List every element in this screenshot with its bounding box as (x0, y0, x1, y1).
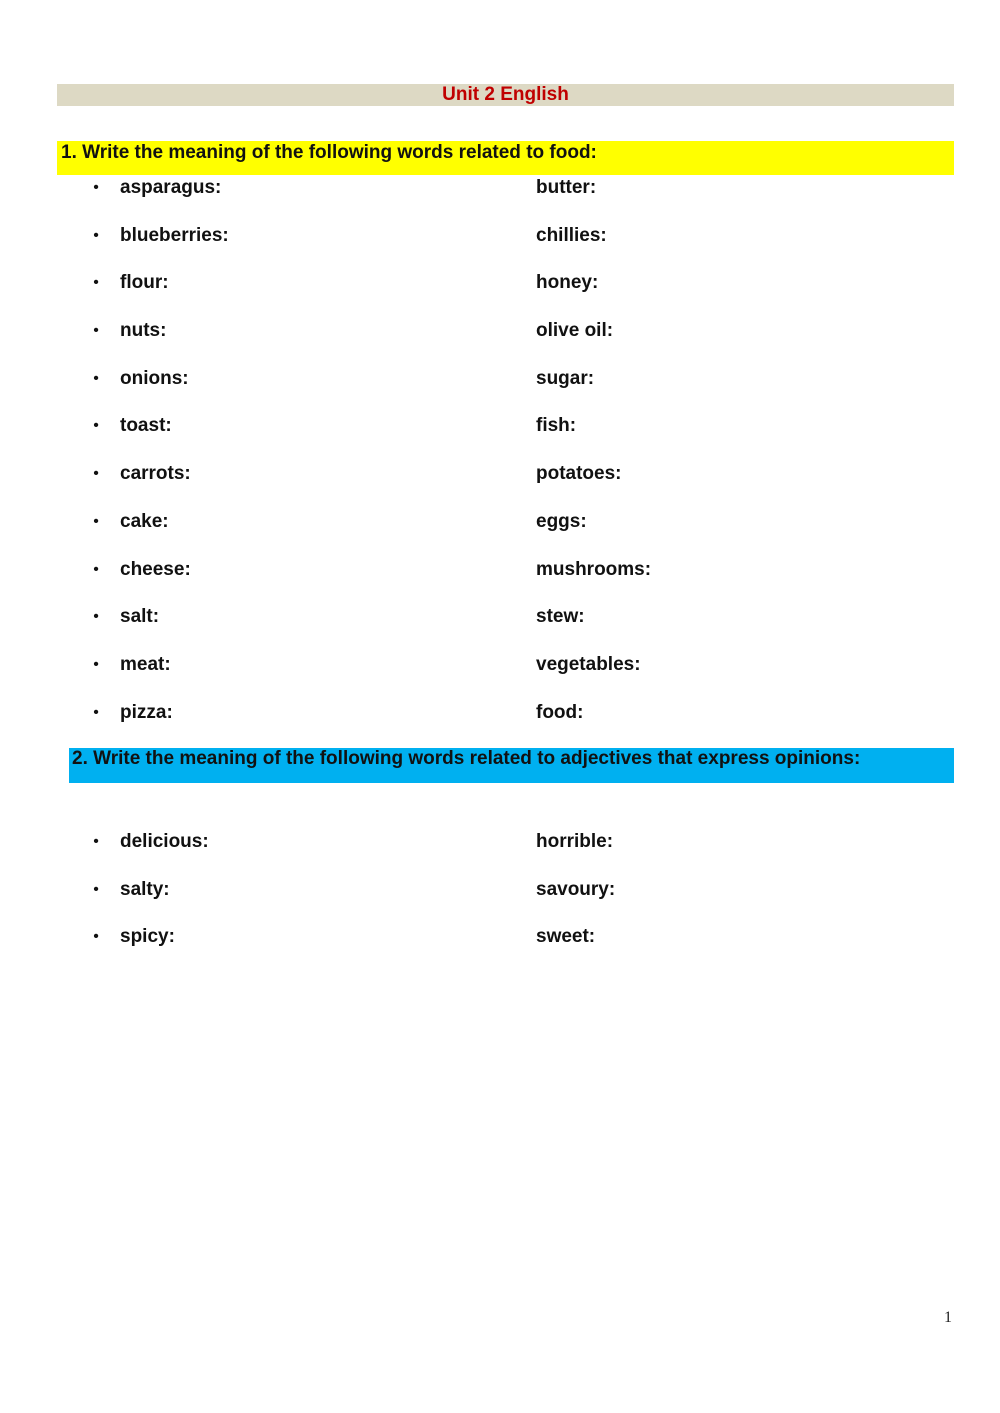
word-right: honey: (536, 272, 599, 294)
word-left: cake: (120, 510, 169, 532)
page-number: 1 (944, 1309, 952, 1326)
adjective-word-list (0, 830, 1000, 973)
word-left: pizza: (120, 701, 173, 723)
bullet-icon: • (93, 833, 99, 850)
word-right: horrible: (536, 831, 614, 852)
word-right: olive oil: (536, 320, 614, 342)
word-right: stew: (536, 606, 585, 628)
bullet-icon: • (93, 560, 99, 578)
word-right: chillies: (536, 224, 607, 246)
bullet-icon: • (93, 928, 99, 946)
word-left: nuts: (120, 320, 167, 342)
word-right: vegetables: (536, 653, 641, 675)
list-item (0, 925, 1000, 973)
bullet-icon: • (93, 417, 99, 435)
list-item (0, 510, 1000, 558)
section-2-heading: 2. Write the meaning of the following words related to adjectives that express opinions: (69, 748, 954, 783)
word-left: onions: (120, 367, 189, 389)
word-right: food: (536, 701, 584, 723)
word-left: cheese: (120, 558, 191, 580)
list-item (0, 319, 1000, 367)
word-right: fish: (536, 415, 577, 437)
word-left: toast: (120, 415, 172, 437)
list-item (0, 224, 1000, 272)
food-word-list (0, 176, 1000, 748)
list-item (0, 367, 1000, 415)
word-left: delicious: (120, 831, 209, 852)
word-left: blueberries: (120, 224, 229, 246)
word-right: butter: (536, 177, 597, 198)
bullet-icon: • (93, 322, 99, 340)
word-right: savoury: (536, 878, 616, 900)
list-item (0, 176, 1000, 224)
bullet-icon: • (93, 226, 99, 244)
bullet-icon: • (93, 274, 99, 292)
word-right: sugar: (536, 367, 595, 389)
bullet-icon: • (93, 179, 99, 196)
list-item (0, 878, 1000, 926)
bullet-icon: • (93, 608, 99, 626)
list-item (0, 462, 1000, 510)
bullet-icon: • (93, 369, 99, 387)
word-right: potatoes: (536, 463, 622, 485)
word-left: spicy: (120, 926, 175, 948)
list-item (0, 414, 1000, 462)
word-left: salt: (120, 606, 160, 628)
list-item (0, 558, 1000, 606)
word-right: mushrooms: (536, 558, 652, 580)
word-left: flour: (120, 272, 169, 294)
word-left: salty: (120, 878, 170, 900)
word-left: carrots: (120, 463, 191, 485)
section-1-heading: 1. Write the meaning of the following words related to food: (57, 141, 954, 175)
word-right: sweet: (536, 926, 596, 948)
bullet-icon: • (93, 703, 99, 721)
bullet-icon: • (93, 465, 99, 483)
list-item (0, 271, 1000, 319)
word-left: asparagus: (120, 177, 222, 198)
list-item (0, 605, 1000, 653)
bullet-icon: • (93, 880, 99, 898)
bullet-icon: • (93, 655, 99, 673)
list-item (0, 701, 1000, 749)
word-right: eggs: (536, 510, 587, 532)
bullet-icon: • (93, 512, 99, 530)
word-left: meat: (120, 653, 171, 675)
document-title: Unit 2 English (57, 84, 954, 106)
list-item (0, 830, 1000, 878)
list-item (0, 653, 1000, 701)
